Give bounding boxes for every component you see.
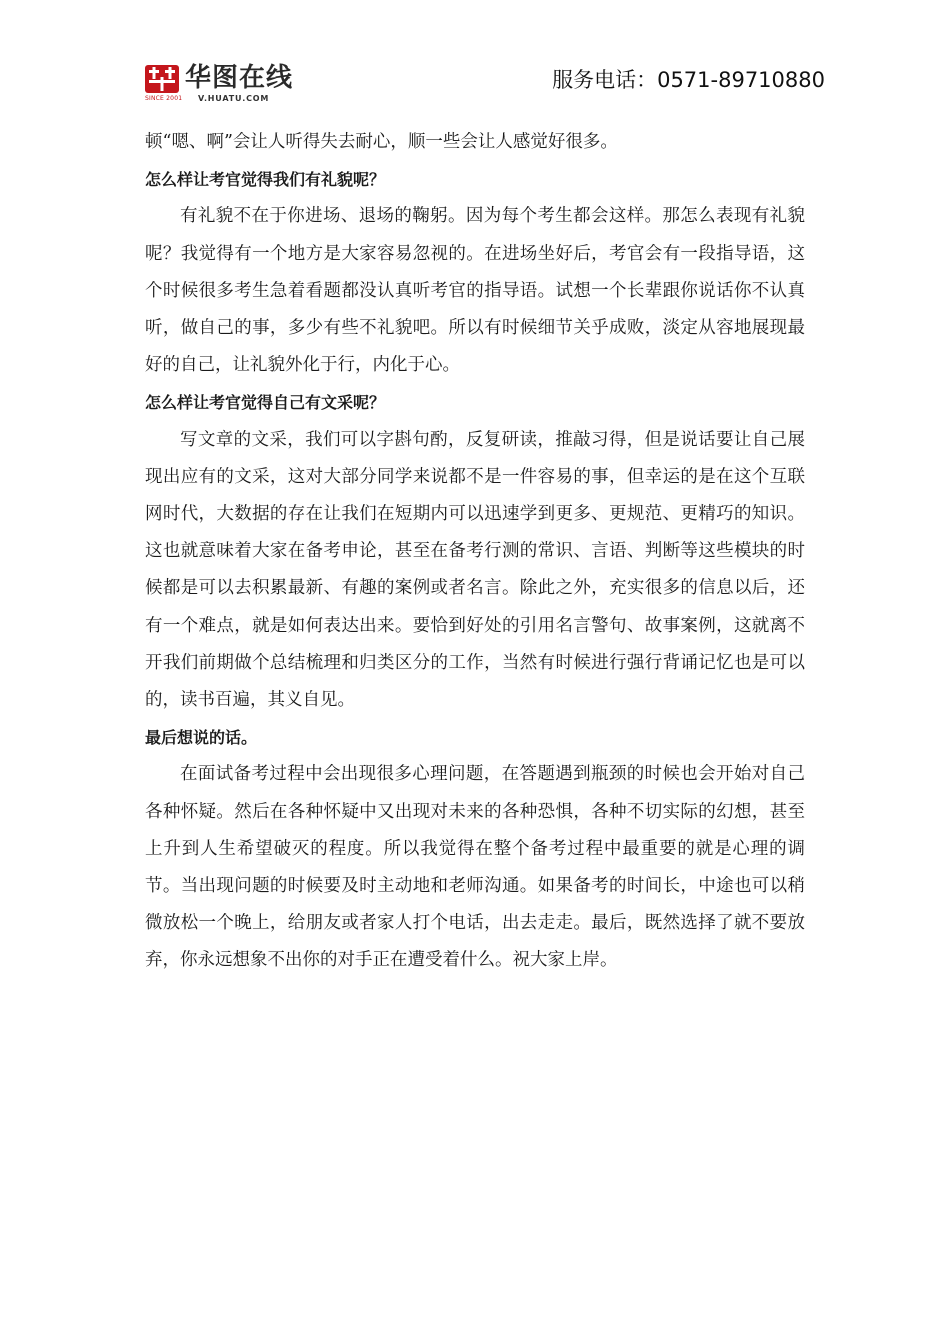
logo-brand-name: 华图在线 (185, 63, 294, 93)
paragraph-eloquence: 写文章的文采，我们可以字斟句酌，反复研读，推敲习得，但是说话要让自己展现出应有的文采，这对大部分同学来说都不是一件容易的事，但幸运的是在这个互联网时代，大数据的存在让我们在短期内可以迅速学到更多、更规范、更精巧的知识。这也就意味着大家在备考申论，甚至在备考行测的常识、言语、判断等这些模块的时候都是可以去积累最新、有趣的案例或者名言。除此之外，充实很多的信息以后，还有一个难点，就是如何表达出来。要恰到好处的引用名言警句、故事案例，这就离不开我们前期做个总结梳理和归类区分的工作，当然有时候进行强行背诵记忆也是可以的，读书百遍，其义自见。 (145, 429, 805, 711)
huatu-logo-mark-icon (145, 65, 179, 93)
paragraph-politeness: 有礼貌不在于你进场、退场的鞠躬。因为每个考生都会这样。那怎么表现有礼貌呢？我觉得有一个地方是大家容易忽视的。在进场坐好后，考官会有一段指导语，这个时候很多考生急着看题都没认真听考官的指导语。试想一个长辈跟你说话你不认真听，做自己的事，多少有些不礼貌吧。所以有时候细节关乎成败，淡定从容地展现最好的自己，让礼貌外化于行，内化于心。 (145, 206, 805, 376)
logo-url: V.HUATU.COM (198, 94, 270, 103)
section-heading-eloquence: 怎么样让考官觉得自己有文采呢？ (145, 393, 386, 413)
service-phone: 服务电话：0571-89710880 (552, 68, 825, 92)
article-body (145, 124, 805, 980)
huatu-logo[interactable] (145, 65, 315, 105)
section-heading-final-words: 最后想说的话。 (145, 728, 258, 748)
paragraph-final-words: 在面试备考过程中会出现很多心理问题，在答题遇到瓶颈的时候也会开始对自己各种怀疑。然后在各种怀疑中又出现对未来的各种恐惧，各种不切实际的幻想，甚至上升到人生希望破灭的程度。所以我觉得在整个备考过程中最重要的就是心理的调节。当出现问题的时候要及时主动地和老师沟通。如果备考的时间长，中途也可以稍微放松一个晚上，给朋友或者家人打个电话，出去走走。最后，既然选择了就不要放弃，你永远想象不出你的对手正在遭受着什么。祝大家上岸。 (145, 764, 805, 971)
section-heading-politeness: 怎么样让考官觉得我们有礼貌呢？ (145, 170, 386, 190)
page-header (145, 62, 825, 106)
logo-since-text: SINCE 2001 (145, 95, 183, 102)
paragraph-continued: 顿“嗯、啊”会让人听得失去耐心，顺一些会让人感觉好很多。 (145, 132, 618, 152)
